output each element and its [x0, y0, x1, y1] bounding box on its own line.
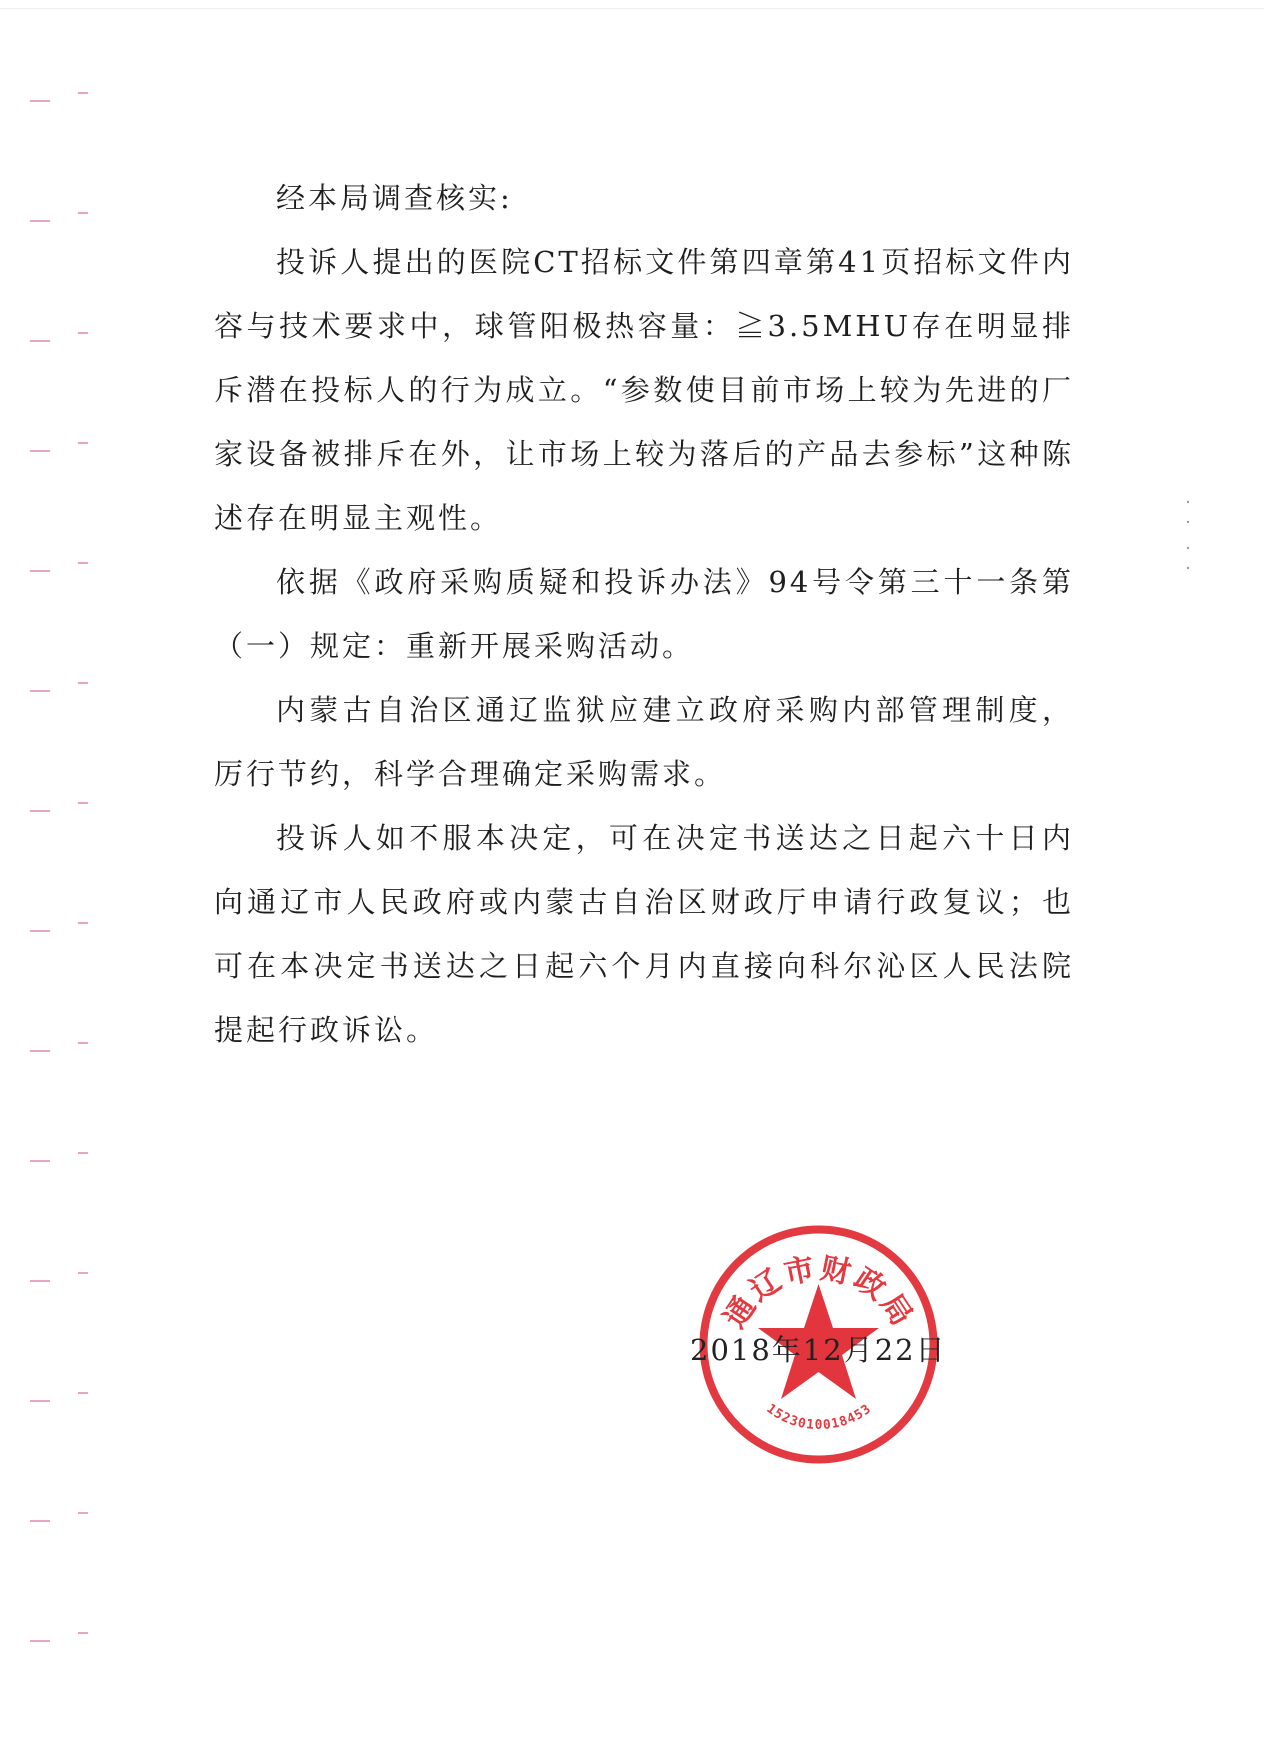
scan-dots	[1186, 500, 1190, 570]
document-body	[214, 166, 1074, 1062]
paragraph-management-requirement: 内蒙古自治区通辽监狱应建立政府采购内部管理制度，厉行节约，科学合理确定采购需求。	[214, 693, 1074, 791]
paragraph-finding-intro: 经本局调查核实:	[276, 181, 513, 215]
paragraph-complaint-finding: 投诉人提出的医院CT招标文件第四章第41页招标文件内容与技术要求中，球管阳极热容量：≧3.5MHU存在明显排斥潜在投标人的行为成立。“参数使目前市场上较为先进的厂家设备被排斥在外，让市场上较为落后的产品去参标”这种陈述存在明显主观性。	[214, 245, 1074, 535]
paragraph-appeal-rights: 投诉人如不服本决定，可在决定书送达之日起六十日内向通辽市人民政府或内蒙古自治区财政厅申请行政复议；也可在本决定书送达之日起六个月内直接向科尔沁区人民法院提起行政诉讼。	[214, 821, 1074, 1047]
seal-number: 1523010018453	[763, 1401, 875, 1434]
binding-margin-marks	[30, 100, 110, 1700]
svg-text:1523010018453	[763, 1401, 874, 1433]
seal-name: 通辽市财政局	[717, 1250, 921, 1335]
document-date: 2018年12月22日	[690, 1333, 947, 1367]
scan-edge-line	[0, 8, 1264, 9]
paragraph-legal-basis: 依据《政府采购质疑和投诉办法》94号令第三十一条第（一）规定：重新开展采购活动。	[214, 565, 1074, 663]
